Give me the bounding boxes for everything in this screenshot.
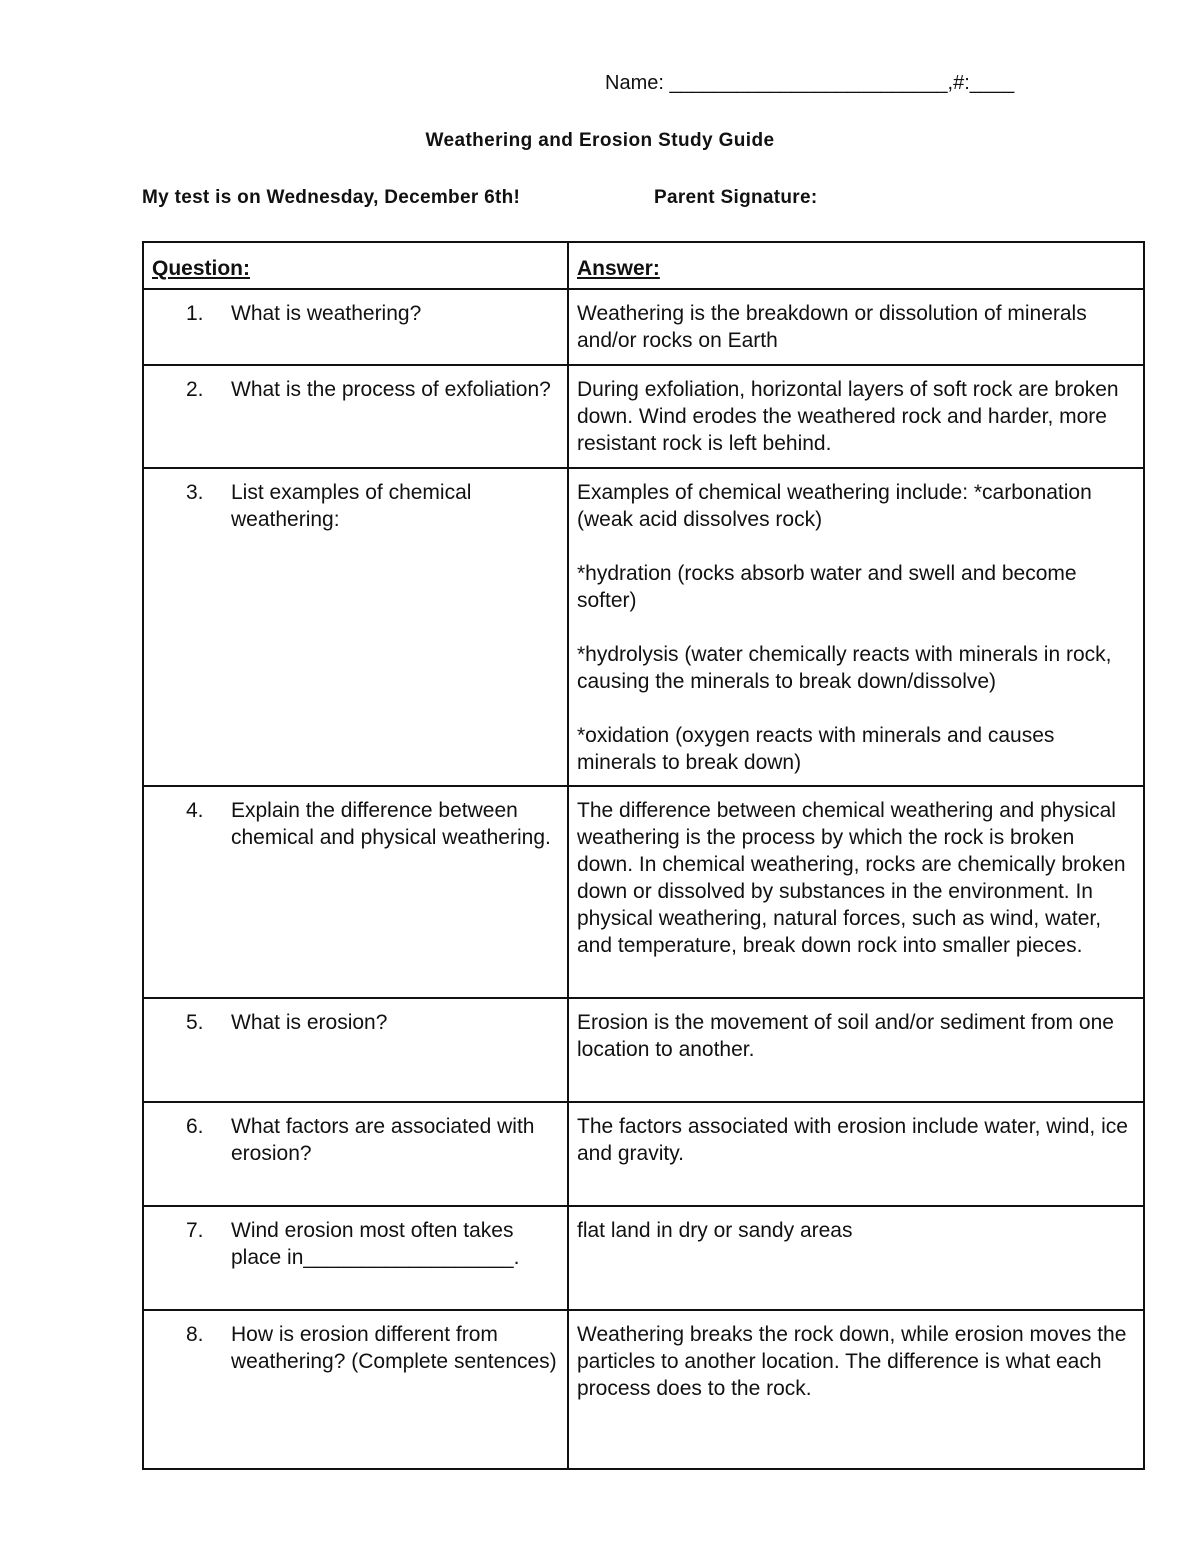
- study-guide-table: [142, 241, 1145, 1470]
- test-date-note: My test is on Wednesday, December 6th!: [142, 187, 521, 208]
- table-row: [143, 1206, 1144, 1310]
- answer-cell: [568, 998, 1144, 1102]
- question-number: 1.: [186, 302, 204, 325]
- question-number: 6.: [186, 1115, 204, 1138]
- question-number: 7.: [186, 1219, 204, 1242]
- answer-text: *hydrolysis (water chemically reacts with minerals in rock, causing the minerals to break down/dissolve): [577, 643, 1112, 693]
- answer-text: The factors associated with erosion include water, wind, ice and gravity.: [577, 1115, 1128, 1165]
- answer-text: *hydration (rocks absorb water and swell and become softer): [577, 562, 1077, 612]
- answer-text: Erosion is the movement of soil and/or sediment from one location to another.: [577, 1011, 1114, 1061]
- table-row: [143, 468, 1144, 786]
- table-row: [143, 998, 1144, 1102]
- answer-cell: [568, 365, 1144, 468]
- question-number: 3.: [186, 481, 204, 504]
- table-row: [143, 1102, 1144, 1206]
- answer-text: Examples of chemical weathering include: *carbonation (weak acid dissolves rock): [577, 481, 1092, 531]
- question-cell: [143, 786, 568, 998]
- answer-cell: [568, 289, 1144, 365]
- question-number: 4.: [186, 799, 204, 822]
- question-cell: [143, 468, 568, 786]
- question-text: What is weathering?: [231, 302, 422, 325]
- table-row: [143, 365, 1144, 468]
- question-cell: [143, 1102, 568, 1206]
- page-title: Weathering and Erosion Study Guide: [425, 130, 775, 151]
- question-cell: [143, 1310, 568, 1469]
- answer-cell: [568, 468, 1144, 786]
- answer-cell: [568, 1310, 1144, 1469]
- question-text: Wind erosion most often takes place in__________________.: [231, 1219, 520, 1269]
- answer-text: Weathering is the breakdown or dissolution of minerals and/or rocks on Earth: [577, 302, 1087, 352]
- table-row: [143, 289, 1144, 365]
- name-line: Name: _________________________,#:____: [605, 72, 1015, 94]
- question-text: How is erosion different from weathering? (Complete sentences): [231, 1323, 557, 1373]
- question-number: 8.: [186, 1323, 204, 1346]
- question-number: 5.: [186, 1011, 204, 1034]
- question-cell: [143, 1206, 568, 1310]
- answer-text: flat land in dry or sandy areas: [577, 1219, 853, 1242]
- answer-text: *oxidation (oxygen reacts with minerals and causes minerals to break down): [577, 724, 1055, 774]
- parent-signature-label: Parent Signature:: [654, 187, 818, 208]
- question-column-header: Question:: [143, 242, 568, 289]
- question-number: 2.: [186, 378, 204, 401]
- table-header-row: [143, 242, 1144, 289]
- answer-cell: [568, 1206, 1144, 1310]
- table-row: [143, 786, 1144, 998]
- answer-cell: [568, 786, 1144, 998]
- question-text: What factors are associated with erosion?: [231, 1115, 535, 1165]
- question-text: What is erosion?: [231, 1011, 388, 1034]
- question-text: Explain the difference between chemical and physical weathering.: [231, 799, 551, 849]
- question-cell: [143, 289, 568, 365]
- answer-column-header: Answer:: [568, 242, 1144, 289]
- answer-text: Weathering breaks the rock down, while erosion moves the particles to another location. The difference is what each process does to the rock.: [577, 1323, 1127, 1400]
- question-text: List examples of chemical weathering:: [231, 481, 472, 531]
- table-row: [143, 1310, 1144, 1469]
- question-text: What is the process of exfoliation?: [231, 378, 551, 401]
- answer-text: The difference between chemical weathering and physical weathering is the process by which the rock is broken down. In chemical weathering, rocks are chemically broken down or dissolved by substances in the environment. In physical weathering, natural forces, such as wind, water, and temperature, break down rock into smaller pieces.: [577, 799, 1126, 957]
- question-cell: [143, 998, 568, 1102]
- answer-text: During exfoliation, horizontal layers of soft rock are broken down. Wind erodes the weathered rock and harder, more resistant rock is left behind.: [577, 378, 1119, 455]
- question-cell: [143, 365, 568, 468]
- answer-cell: [568, 1102, 1144, 1206]
